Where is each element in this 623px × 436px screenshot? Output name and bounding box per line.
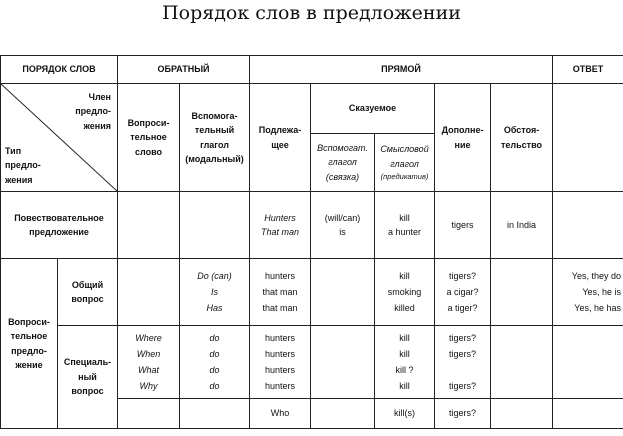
semantic-verb-label: Смысловой глагол — [380, 144, 429, 169]
special-aux-3: do — [209, 365, 220, 375]
declarative-circumstance: in India — [491, 192, 553, 259]
special-qw-4: Why — [139, 381, 158, 391]
who-answer — [553, 399, 623, 429]
general-aux-2: Is — [211, 287, 219, 297]
special-aux-2: do — [209, 349, 220, 359]
general-question-label: Общий вопрос — [58, 259, 118, 326]
special-subject-3: hunters — [265, 365, 296, 375]
general-aux-1: Do (can) — [197, 271, 232, 281]
declarative-object: tigers — [435, 192, 491, 259]
special-object — [435, 326, 491, 399]
special-subject — [250, 326, 311, 399]
page-title: Порядок слов в предложении — [162, 2, 461, 24]
special-object-2: tigers? — [449, 349, 477, 359]
header-direct: ПРЯМОЙ — [250, 56, 553, 84]
general-subject-2: that man — [262, 287, 298, 297]
declarative-subject — [250, 192, 311, 259]
declarative-label: Повествовательное предложение — [1, 192, 118, 259]
special-question-word — [118, 326, 180, 399]
special-verb-3: kill ? — [395, 365, 414, 375]
special-qw-3: What — [137, 365, 159, 375]
special-object-1: tigers? — [449, 333, 477, 343]
general-answer — [553, 259, 623, 326]
special-subject-2: hunters — [265, 349, 296, 359]
special-question-label: Специаль- ный вопрос — [58, 326, 118, 429]
general-object-3: a tiger? — [447, 303, 478, 313]
object-header: Дополне- ние — [435, 84, 491, 192]
who-aux-link — [311, 399, 375, 429]
declarative-verb — [375, 192, 435, 259]
special-verb-2: kill — [399, 349, 410, 359]
who-circumstance — [491, 399, 553, 429]
special-object-3 — [437, 362, 488, 378]
general-circumstance — [491, 259, 553, 326]
who-verb: kill(s) — [375, 399, 435, 429]
special-object-4: tigers? — [449, 381, 477, 391]
type-label: Тип предло- жения — [5, 145, 41, 185]
declarative-answer — [553, 192, 623, 259]
aux-verb-header: Вспомога- тельный глагол (модальный) — [180, 84, 250, 192]
general-answer-3: Yes, he has — [574, 303, 622, 313]
general-object-1: tigers? — [449, 271, 477, 281]
header-reverse: ОБРАТНЫЙ — [118, 56, 250, 84]
general-subject-3: that man — [262, 303, 298, 313]
special-subject-4: hunters — [265, 381, 296, 391]
special-answer — [553, 326, 623, 399]
general-object-2: a cigar? — [446, 287, 479, 297]
general-verb-1: kill — [399, 271, 410, 281]
word-order-table — [0, 55, 623, 429]
general-answer-1: Yes, they do — [571, 271, 622, 281]
special-subject-1: hunters — [265, 333, 296, 343]
interrogative-label: Вопроси- тельное предло- жение — [1, 259, 58, 429]
semantic-verb-note: (предикатив) — [380, 171, 429, 181]
declarative-subject-2: That man — [261, 227, 300, 237]
special-verb — [375, 326, 435, 399]
general-aux-3: Has — [206, 303, 223, 313]
declarative-verb-1: kill — [399, 212, 410, 223]
header-answer: ОТВЕТ — [553, 56, 623, 84]
special-qw-2: When — [136, 349, 161, 359]
who-object: tigers? — [435, 399, 491, 429]
subject-header: Подлежа- щее — [250, 84, 311, 192]
special-aux-link — [311, 326, 375, 399]
question-word-header: Вопроси- тельное слово — [118, 84, 180, 192]
general-answer-2: Yes, he is — [582, 287, 622, 297]
who-question-word — [118, 399, 180, 429]
declarative-aux-verb — [180, 192, 250, 259]
special-verb-4: kill — [399, 381, 410, 391]
general-aux — [180, 259, 250, 326]
member-label: Член предло- жения — [75, 92, 111, 131]
general-question-word — [118, 259, 180, 326]
general-verb — [375, 259, 435, 326]
special-circumstance — [491, 326, 553, 399]
declarative-verb-2: a hunter — [388, 227, 422, 237]
circumstance-header: Обстоя- тельство — [491, 84, 553, 192]
general-object — [435, 259, 491, 326]
general-subject-1: hunters — [265, 271, 296, 281]
predicate-header: Сказуемое — [311, 84, 435, 134]
general-verb-3: killed — [394, 303, 415, 313]
general-verb-2: smoking — [387, 287, 422, 297]
header-order: ПОРЯДОК СЛОВ — [1, 56, 118, 84]
special-qw-1: Where — [135, 333, 162, 343]
declarative-aux-link — [311, 192, 375, 259]
declarative-question-word — [118, 192, 180, 259]
aux-link-header: Вспомогат. глагол (связка) — [311, 134, 375, 192]
declarative-aux-2: is — [339, 227, 346, 237]
special-verb-1: kill — [399, 333, 410, 343]
special-aux — [180, 326, 250, 399]
general-aux-link — [311, 259, 375, 326]
who-aux — [180, 399, 250, 429]
declarative-aux-1: (will/can) — [324, 212, 361, 223]
answer-header-blank — [553, 84, 623, 192]
general-subject — [250, 259, 311, 326]
diagonal-header-cell — [1, 84, 118, 192]
semantic-verb-header — [375, 134, 435, 192]
declarative-subject-1: Hunters — [264, 212, 296, 223]
who-subject: Who — [250, 399, 311, 429]
special-aux-1: do — [209, 333, 220, 343]
special-aux-4: do — [209, 381, 220, 391]
